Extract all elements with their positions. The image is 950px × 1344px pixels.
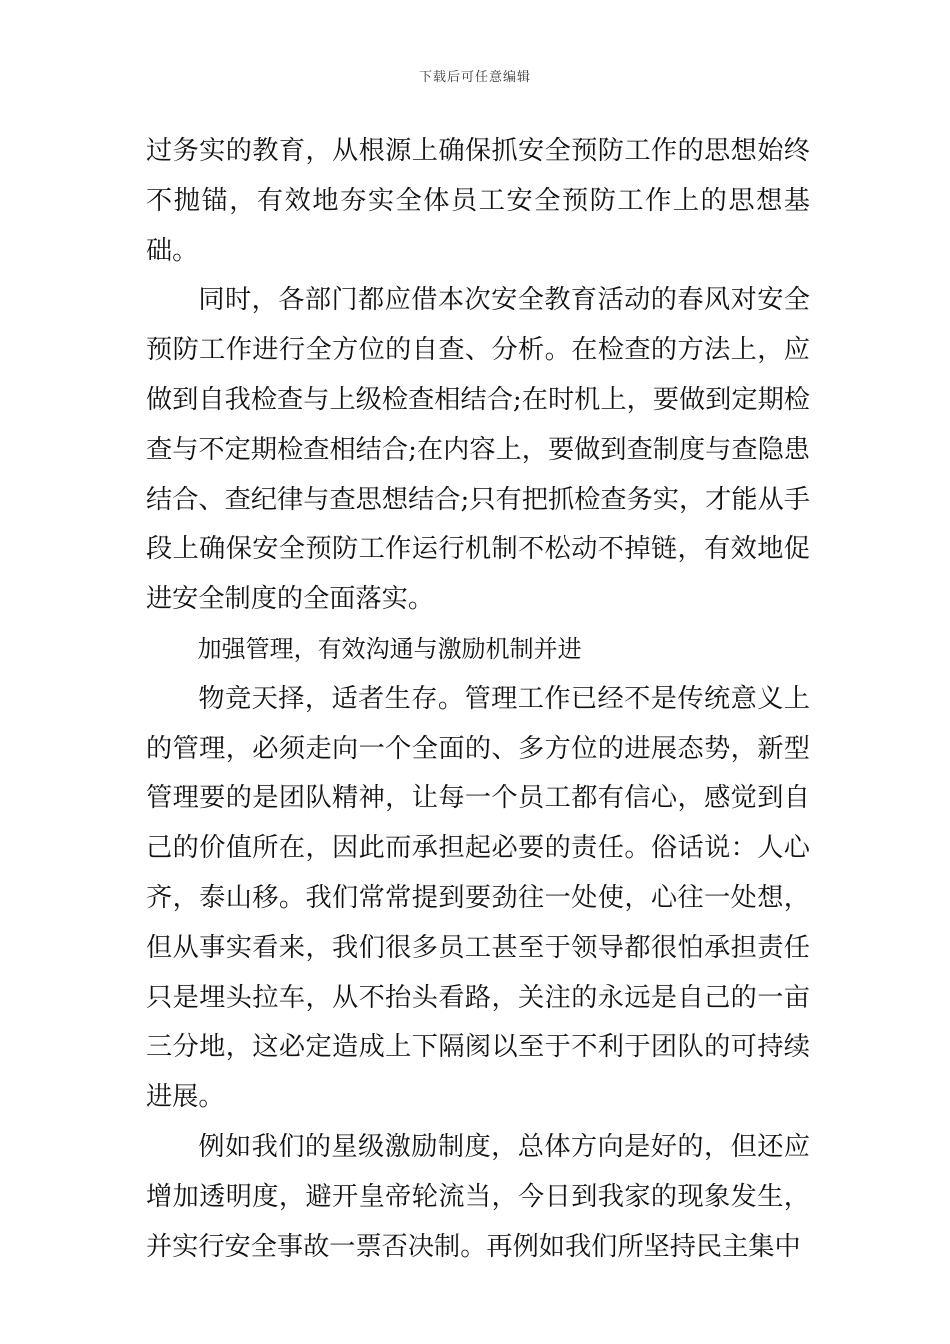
document-body [146, 127, 810, 1272]
page-header: 下载后可任意编辑 [418, 70, 531, 85]
paragraph-continued: 过务实的教育，从根源上确保抓安全预防工作的思想始终不抛锚，有效地夯实全体员工安全预防工作上的思想基础。 [146, 136, 810, 266]
paragraph-management: 物竞天择，适者生存。管理工作已经不是传统意义上的管理，必须走向一个全面的、多方位的进展态势，新型管理要的是团队精神，让每一个员工都有信心，感觉到自己的价值所在，因此而承担起必要的责任。俗话说：人心齐，泰山移。我们常常提到要劲往一处使，心往一处想，但从事实看来，我们很多员工甚至于领导都很怕承担责任只是埋头拉车，从不抬头看路，关注的永远是自己的一亩三分地，这必定造成上下隔阂以至于不利于团队的可持续进展。 [146, 683, 810, 1113]
paragraph-incentive: 例如我们的星级激励制度，总体方向是好的，但还应增加透明度，避开皇帝轮流当，今日到我家的现象发生，并实行安全事故一票否决制。再例如我们所坚持民主集中 [146, 1131, 810, 1262]
paragraph-inspection: 同时，各部门都应借本次安全教育活动的春风对安全预防工作进行全方位的自查、分析。在检查的方法上，应做到自我检查与上级检查相结合;在时机上，要做到定期检查与不定期检查相结合;在内容上，要做到查制度与查隐患结合、查纪律与查思想结合;只有把抓检查务实，才能从手段上确保安全预防工作运行机制不松动不掉链，有效地促进安全制度的全面落实。 [146, 285, 810, 615]
section-heading: 加强管理，有效沟通与激励机制并进 [197, 634, 582, 663]
